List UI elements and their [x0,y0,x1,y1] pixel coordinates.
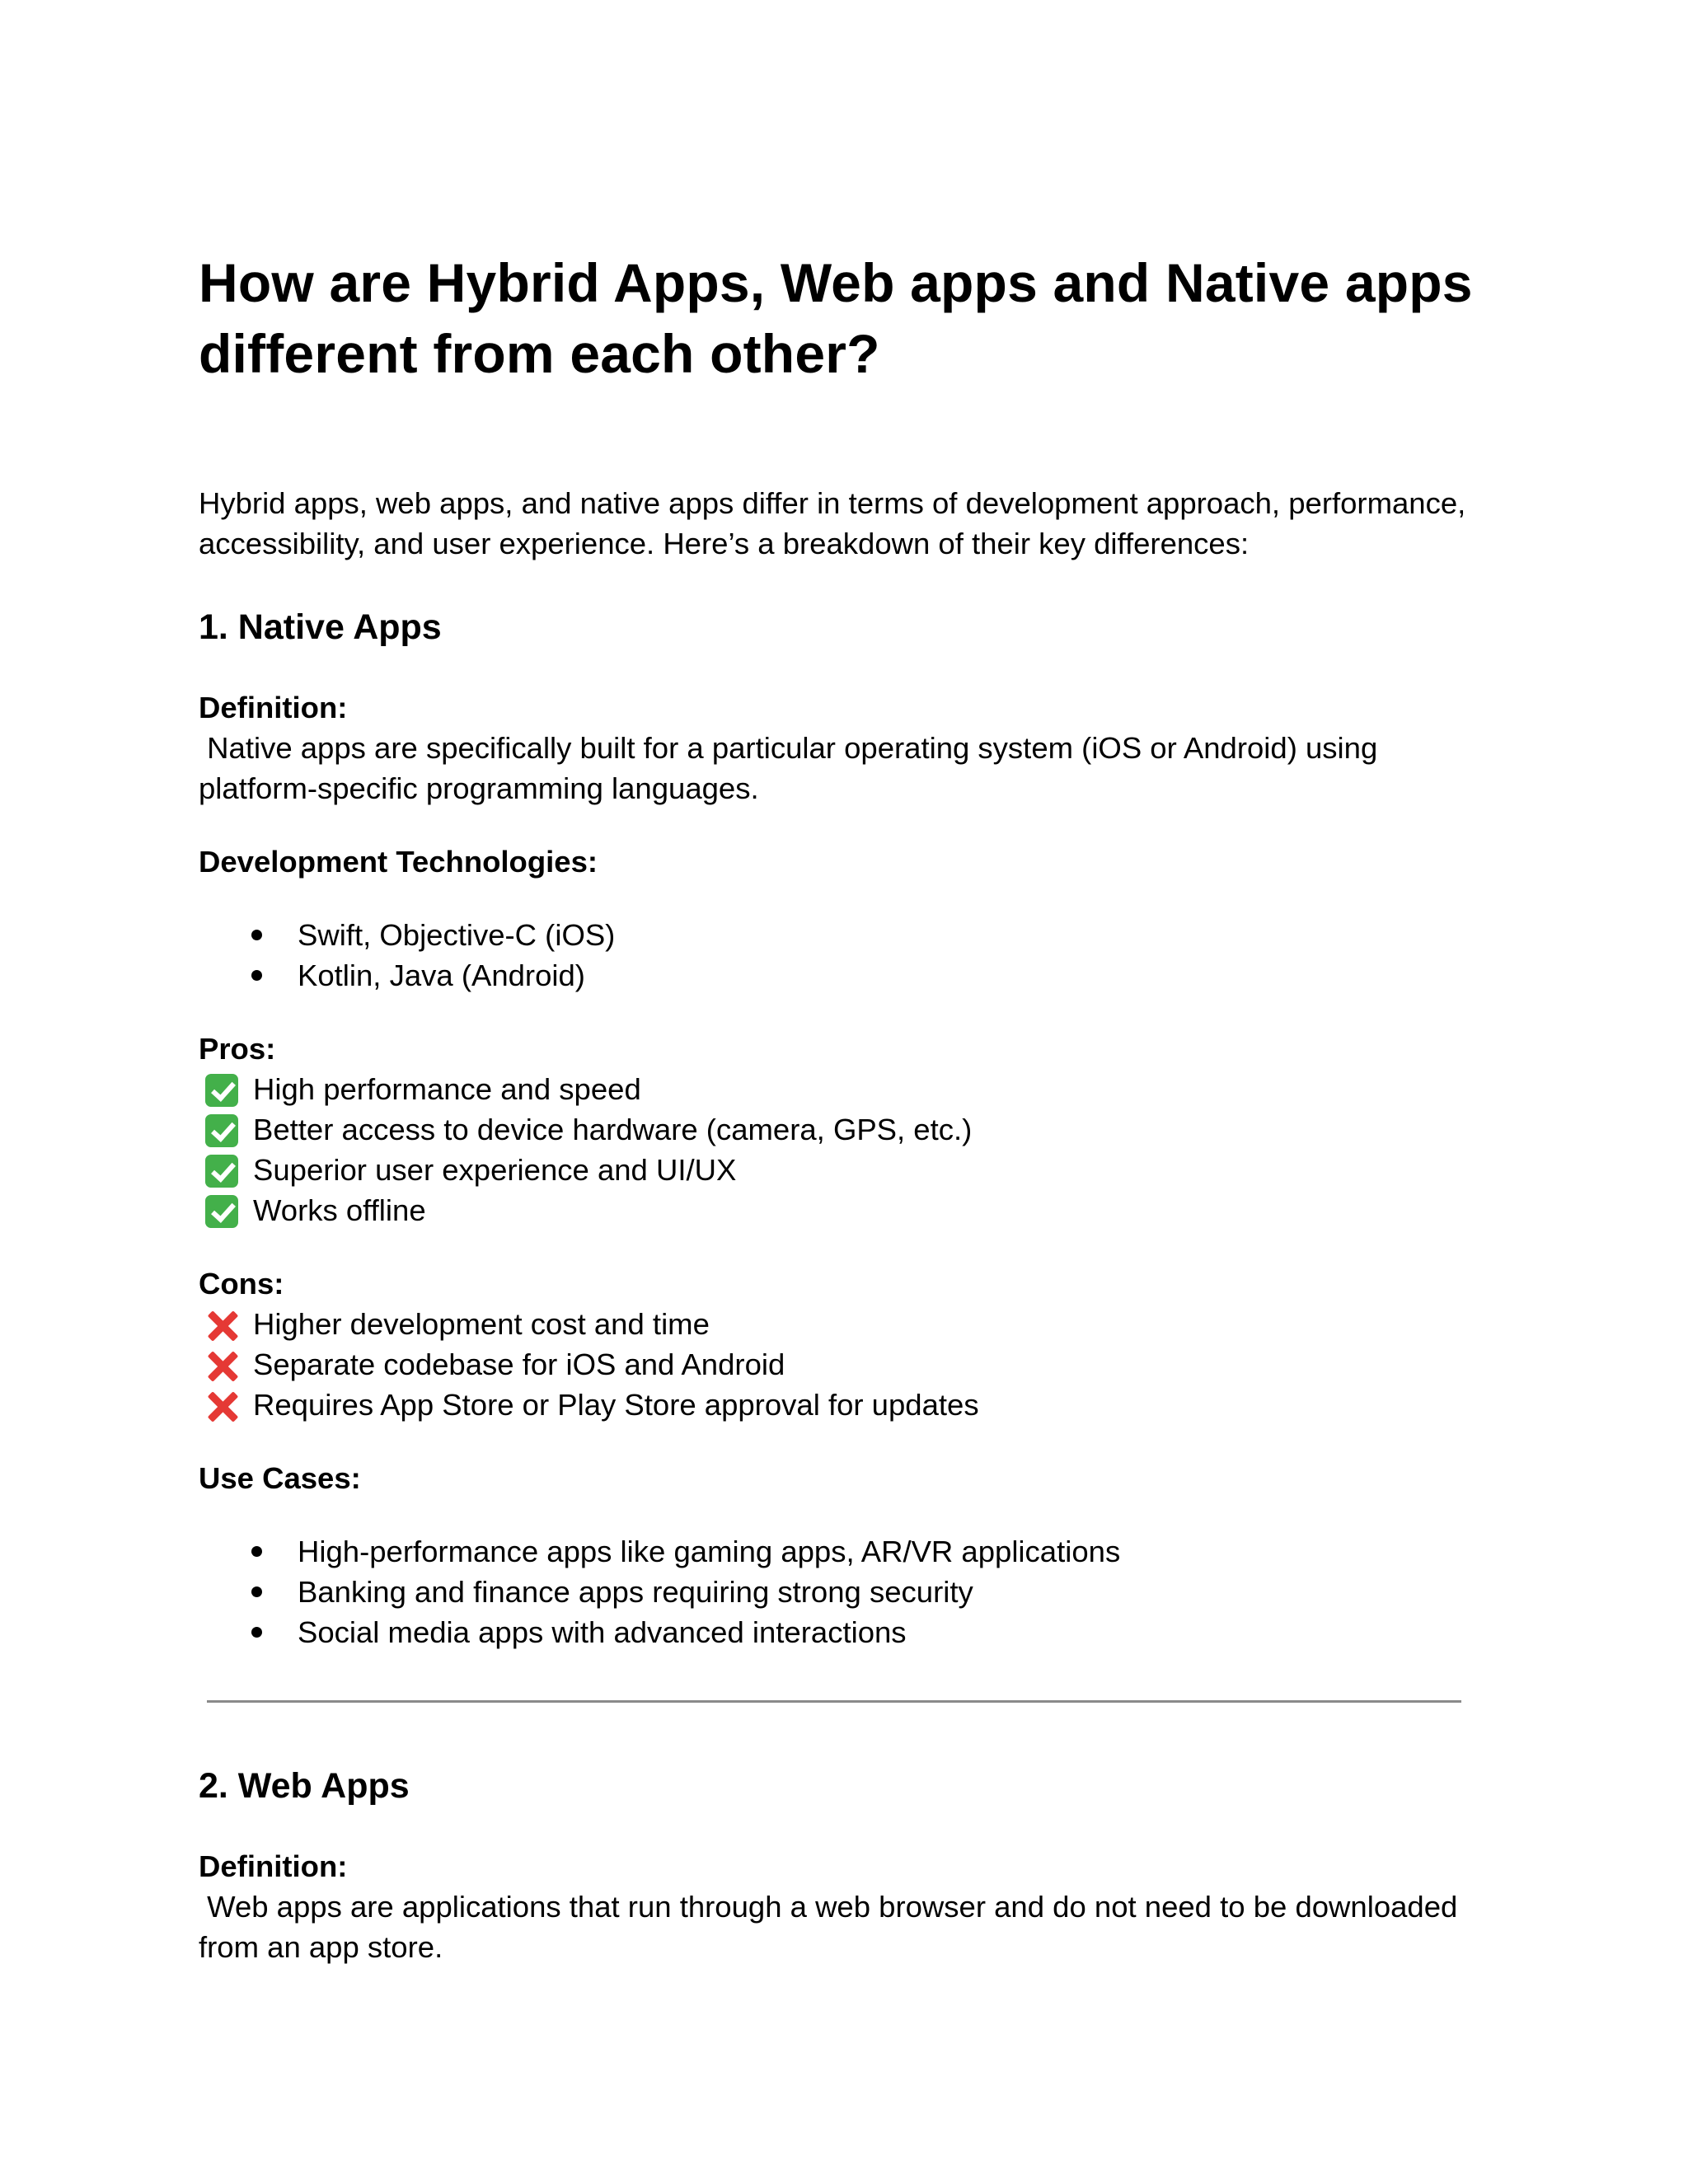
native-tech-list [199,915,1493,996]
native-use-cases-label: Use Cases: [199,1461,361,1495]
native-use-cases-list [199,1531,1493,1652]
bullet-icon [251,970,262,981]
list-item-text: Banking and finance apps requiring strong security [298,1575,973,1609]
con-item-text: Higher development cost and time [253,1307,710,1341]
native-tech-label: Development Technologies: [199,845,598,879]
section-heading-native: 1. Native Apps [199,607,442,647]
cross-mark-icon [205,1348,240,1383]
cross-mark-icon [205,1308,240,1343]
con-item [199,1344,1493,1385]
pro-item [199,1150,1493,1190]
pro-item-text: Works offline [253,1193,426,1227]
native-pros-list [199,1069,1493,1230]
list-item-text: Social media apps with advanced interactions [298,1615,907,1649]
web-definition-text: Web apps are applications that run through a web browser and do not need to be downloaded from an app store. [199,1890,1466,1964]
con-item-text: Requires App Store or Play Store approval for updates [253,1388,979,1422]
pro-item-text: Superior user experience and UI/UX [253,1153,737,1187]
check-mark-icon [205,1114,238,1147]
list-item [199,1572,1493,1612]
con-item-text: Separate codebase for iOS and Android [253,1347,785,1381]
native-definition-text: Native apps are specifically built for a particular operating system (iOS or Android) using platform-specific programming languages. [199,731,1386,805]
pro-item [199,1190,1493,1230]
check-mark-icon [205,1195,238,1228]
list-item [199,1612,1493,1652]
document-content [199,247,1493,1967]
pro-item [199,1069,1493,1109]
list-item-text: Kotlin, Java (Android) [298,958,585,992]
con-item [199,1304,1493,1344]
web-definition-label: Definition: [199,1849,348,1883]
list-item-text: Swift, Objective-C (iOS) [298,918,616,952]
check-mark-icon [205,1074,238,1107]
pro-item-text: Better access to device hardware (camera, GPS, etc.) [253,1113,973,1146]
intro-paragraph: Hybrid apps, web apps, and native apps differ in terms of development approach, performance, accessibility, and user experience. Here’s a breakdown of their key differences: [199,486,1466,560]
pro-item [199,1109,1493,1150]
horizontal-divider [207,1700,1461,1703]
bullet-icon [251,1546,262,1557]
native-cons-label: Cons: [199,1267,284,1301]
list-item [199,1531,1493,1572]
list-item-text: High-performance apps like gaming apps, AR/VR applications [298,1535,1121,1568]
list-item [199,955,1493,996]
cross-mark-icon [205,1389,240,1423]
bullet-icon [251,1586,262,1597]
section-heading-web: 2. Web Apps [199,1766,410,1806]
native-pros-label: Pros: [199,1032,276,1066]
bullet-icon [251,930,262,940]
native-cons-list [199,1304,1493,1425]
list-item [199,915,1493,955]
pro-item-text: High performance and speed [253,1072,641,1106]
check-mark-icon [205,1155,238,1188]
con-item [199,1385,1493,1425]
document-title: How are Hybrid Apps, Web apps and Native apps different from each other? [199,252,1473,384]
native-definition-label: Definition: [199,691,348,724]
bullet-icon [251,1627,262,1638]
